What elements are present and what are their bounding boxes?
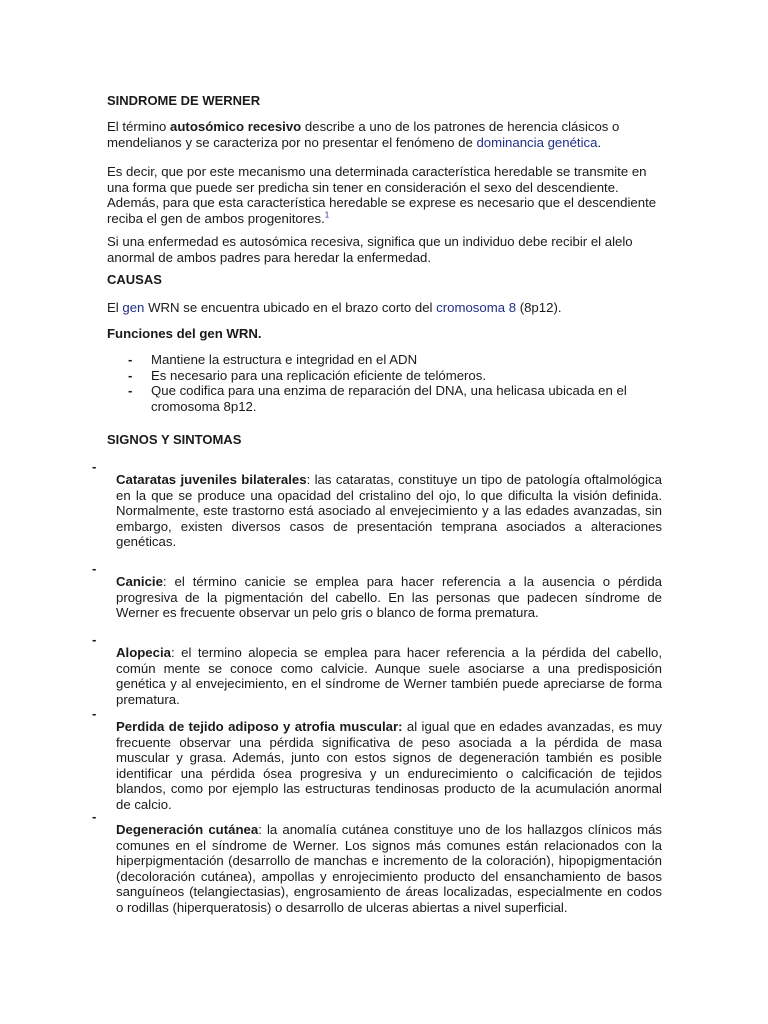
intro-text: El término	[107, 119, 171, 134]
list-marker: -	[92, 561, 97, 576]
symptom-item-cataratas	[92, 459, 662, 563]
symptom-term: Cataratas juveniles bilaterales	[116, 472, 307, 488]
section-heading-signos: SIGNOS Y SINTOMAS	[107, 432, 242, 447]
list-item	[107, 352, 667, 368]
intro-text: .	[597, 134, 602, 150]
intro-paragraph-3: Si una enfermedad es autosómica recesiva, significa que un individuo debe recibir el alelo anormal de ambos padres para heredar la enfermedad.	[107, 234, 633, 265]
symptom-item-perdida-tejido	[92, 706, 662, 825]
list-marker: -	[128, 352, 133, 367]
section-heading-causas: CAUSAS	[107, 272, 162, 287]
symptom-description: el termino alopecia se emplea para hacer referencia a la pérdida del cabello, común mente se conoce como calvicie. Aunque suele asociarse a una predisposición genética y al envejecimiento, en el síndrome de Werner también puede apreciarse de forma prematura.	[116, 645, 662, 707]
term-autosomico-recesivo: autosómico recesivo	[170, 119, 302, 134]
intro-paragraph-1	[107, 119, 627, 150]
link-gen[interactable]: gen	[122, 300, 145, 315]
symptom-description: las cataratas, constituye un tipo de patología oftalmológica en la que se produce una opacidad del cristalino del ojo, lo que dificulta la visión definida. Normalmente, este trastorno está asociado al envejecimiento y a las edades avanzadas, sin embargo, existen diversos casos de presentación temprana asociados a alteraciones genéticas.	[116, 472, 662, 550]
symptom-term: Perdida de tejido adiposo y atrofia muscular:	[116, 719, 403, 735]
list-item	[107, 383, 667, 414]
list-item-text: Es necesario para una replicación eficiente de telómeros.	[151, 367, 487, 383]
list-marker: -	[92, 632, 97, 647]
page-title: SINDROME DE WERNER	[107, 93, 261, 108]
list-item-text: Mantiene la estructura e integridad en el ADN	[151, 352, 418, 367]
list-item-text: Que codifica para una enzima de reparación del DNA, una helicasa ubicada en el cromosoma 8p12.	[151, 383, 627, 414]
symptom-separator: :	[306, 472, 311, 488]
symptom-item-canicie	[92, 561, 662, 634]
causas-text: (8p12).	[516, 300, 562, 315]
causas-text: WRN se encuentra ubicado en el brazo corto del	[144, 300, 437, 315]
symptom-text	[116, 472, 662, 550]
list-marker: -	[92, 459, 97, 474]
symptom-description: el término canicie se emplea para hacer referencia a la ausencia o pérdida progresiva de la pigmentación del cabello. En las personas que padecen síndrome de Werner es frecuente observar un pelo gris o blanco de forma prematura.	[116, 574, 662, 621]
symptom-item-degeneracion-cutanea	[92, 809, 662, 928]
symptom-description: al igual que en edades avanzadas, es muy frecuente observar una pérdida significativa de peso asociada a la pérdida de masa muscular y grasa. Además, junto con estos signos de degeneración también es posible identificar una pérdida ósea progresiva y un endurecimiento o calcificación de tejidos blandos, como por ejemplo las estructuras tendinosas producto de la acumulación anormal de calcio.	[116, 719, 662, 812]
symptom-text	[116, 719, 662, 812]
symptom-separator: :	[258, 822, 262, 838]
symptom-description: la anomalía cutánea constituye uno de los hallazgos clínicos más comunes en el síndrome de Werner. Los signos más comunes están relacionados con la hiperpigmentación (desarrollo de manchas e incremento de la coloración), hipopigmentación (decoloración cutánea), ampollas y enrojecimiento producto del ensanchamiento de basos sanguíneos (telangiectasias), engrosamiento de áreas localizadas, especialmente en codos o rodillas (hiperqueratosis) o desarrollo de ulceras abiertas a nivel superficial.	[116, 822, 663, 915]
symptom-separator: :	[170, 645, 175, 661]
symptom-text	[116, 574, 662, 621]
symptom-term: Alopecia	[116, 645, 171, 661]
list-marker: -	[128, 383, 133, 398]
symptom-term: Canicie	[116, 574, 163, 590]
causas-text: El	[107, 300, 123, 315]
intro-paragraph-2	[107, 164, 667, 226]
intro-text: Es decir, que por este mecanismo una determinada característica heredable se transmite en una forma que puede ser predicha sin tener en consideración el sexo del descendiente. Además, para que esta característica heredable se exprese es necesario que el descendiente reciba el gen de ambos progenitores.	[107, 164, 657, 226]
section-heading-funciones: Funciones del gen WRN.	[107, 326, 262, 341]
symptom-text	[116, 645, 662, 707]
list-marker: -	[92, 706, 97, 721]
list-item	[107, 368, 667, 384]
list-marker: -	[92, 809, 97, 824]
funciones-list	[107, 352, 667, 414]
symptom-separator: :	[162, 574, 167, 590]
list-marker: -	[128, 367, 133, 383]
link-dominancia-genetica[interactable]: dominancia genética	[476, 134, 598, 150]
footnote-reference[interactable]: 1	[324, 210, 330, 220]
causas-paragraph	[107, 300, 667, 316]
link-cromosoma-8[interactable]: cromosoma 8	[436, 300, 517, 315]
symptom-text	[116, 822, 662, 915]
symptom-term: Degeneración cutánea	[116, 822, 259, 838]
intro-text: describe a uno de los patrones de herencia clásicos o mendelianos y se caracteriza por no presentar el fenómeno de	[107, 119, 620, 150]
